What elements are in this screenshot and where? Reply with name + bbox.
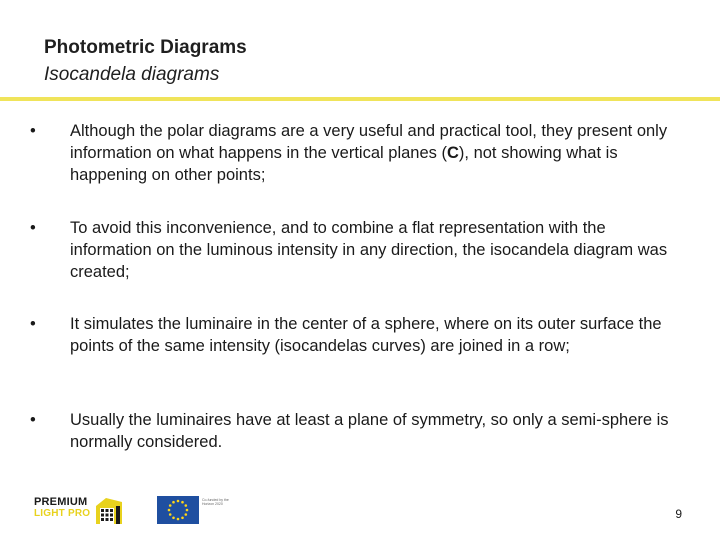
bullet-marker: • <box>30 122 36 140</box>
bullet-text-bold: C <box>446 144 459 162</box>
bullet-text: To avoid this inconvenience, and to combine a flat representation with the information on the luminous intensity in any direction, the isocandela diagram was created; <box>70 219 668 281</box>
header-divider <box>0 97 720 101</box>
logo-text-premium: PREMIUM <box>34 496 88 508</box>
building-icon <box>92 494 126 526</box>
bullet-text-part: ), not showing what is happening on other points; <box>70 144 618 184</box>
bullet-marker: • <box>30 219 36 237</box>
bullet-marker: • <box>30 411 36 429</box>
slide-title: Photometric Diagrams <box>44 37 247 58</box>
eu-flag-icon <box>157 496 199 524</box>
bullet-item <box>30 313 680 357</box>
bullet-item <box>30 217 680 283</box>
bullet-text: It simulates the luminaire in the center of a sphere, where on its outer surface the points of the same intensity (isocandelas curves) are joined in a row; <box>70 315 662 355</box>
logo-text-light-pro: LIGHT PRO <box>34 508 91 519</box>
premium-light-pro-logo <box>34 494 126 526</box>
bullet-text: Usually the luminaires have at least a plane of symmetry, so only a semi-sphere is normally considered. <box>70 411 669 451</box>
bullet-item <box>30 409 680 453</box>
bullet-item <box>30 120 680 186</box>
eu-stars-icon <box>157 496 199 524</box>
bullet-text <box>70 120 680 186</box>
page-number: 9 <box>675 507 682 521</box>
bullet-text-part: Although the polar diagrams are a very useful and practical tool, they present only information on what happens in the vertical planes ( <box>70 122 668 162</box>
slide-subtitle: Isocandela diagrams <box>44 64 220 85</box>
bullet-marker: • <box>30 315 36 333</box>
eu-funding-caption: Co-funded by the Horizon 2020 <box>202 498 229 506</box>
